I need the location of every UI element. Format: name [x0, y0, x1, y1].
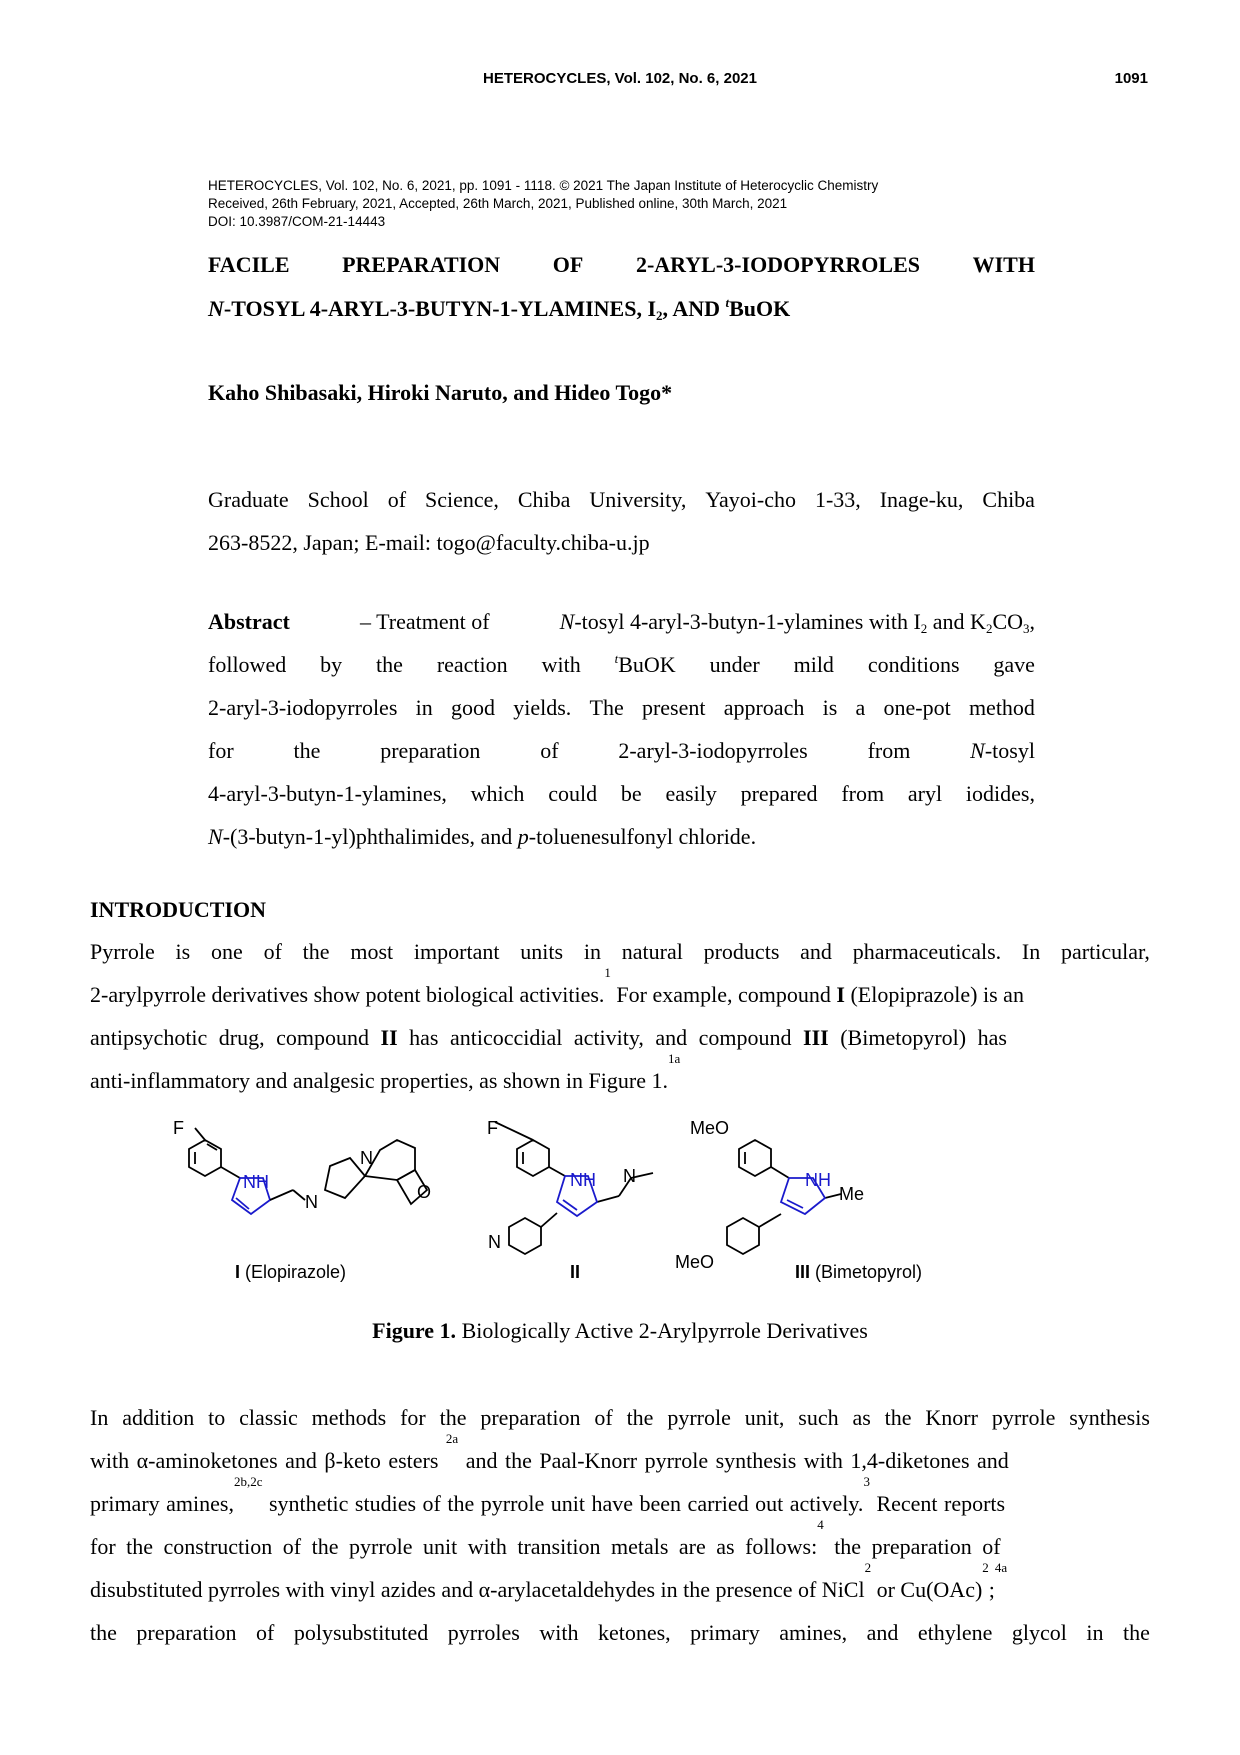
abstract-text: CO	[992, 609, 1023, 634]
word: Pyrrole	[90, 939, 155, 964]
paragraph-line	[90, 1560, 1150, 1611]
word: most	[350, 939, 394, 964]
abstract-superscript: t	[614, 651, 619, 666]
word: glycol	[1011, 1620, 1067, 1645]
citation-superscript: 2a	[445, 1431, 459, 1446]
paragraph-text: Recent reports	[869, 1491, 1006, 1516]
word: the	[302, 939, 330, 964]
page-number: 1091	[1114, 70, 1148, 87]
paragraph-text: for the construction of the pyrrole unit with transition metals are as follows:	[90, 1534, 818, 1559]
word: pyrroles	[447, 1620, 520, 1645]
abstract-word: -tosyl	[984, 738, 1035, 763]
title-word: PREPARATION	[342, 252, 501, 277]
abstract-line	[208, 600, 1035, 643]
word: synthesis	[1069, 1405, 1150, 1430]
word: Yayoi-cho	[705, 487, 796, 512]
word: The	[589, 695, 624, 720]
compound-ref: III	[803, 1025, 829, 1050]
abstract-word: from	[867, 738, 911, 763]
citation-superscript: 1	[604, 965, 611, 980]
running-header: HETEROCYCLES, Vol. 102, No. 6, 2021	[483, 70, 757, 87]
word: polysubstituted	[293, 1620, 429, 1645]
paragraph-line	[90, 1396, 1150, 1439]
authors: Kaho Shibasaki, Hiroki Naruto, and Hideo Togo*	[208, 380, 673, 405]
caption-text: Biologically Active 2-Arylpyrrole Derivatives	[456, 1318, 868, 1343]
abstract-italic: N	[970, 738, 985, 763]
word: prepared	[740, 781, 818, 806]
subscript: 2	[982, 1560, 989, 1575]
abstract-line	[208, 643, 1035, 686]
word: pharmaceuticals.	[852, 939, 1002, 964]
word: 2-aryl-3-iodopyrroles	[208, 695, 398, 720]
word: and	[866, 1620, 899, 1645]
compound-label-III: III (Bimetopyrol)	[795, 1262, 923, 1282]
abstract-line	[208, 815, 1035, 858]
paragraph-text: with α-aminoketones and β-keto esters	[90, 1448, 446, 1473]
abstract-word: gave	[993, 652, 1035, 677]
meta-line-citation: HETEROCYCLES, Vol. 102, No. 6, 2021, pp. 1091 - 1118. © 2021 The Japan Institute of Heterocyclic Chemistry	[208, 178, 879, 193]
abstract-italic: p	[517, 824, 529, 849]
paragraph-text: 2-arylpyrrole derivatives show potent biological activities.	[90, 982, 605, 1007]
intro-paragraph-1	[90, 930, 1150, 1102]
intro-paragraph-2	[90, 1396, 1150, 1654]
caption-label: Figure 1.	[372, 1318, 457, 1343]
word: Knorr	[925, 1405, 978, 1430]
word: particular,	[1061, 939, 1150, 964]
title-subscript: 2	[656, 308, 663, 323]
abstract-label: Abstract	[208, 609, 290, 634]
atom-label: O	[417, 1182, 432, 1202]
word: the	[626, 1405, 654, 1430]
affiliation	[208, 478, 1035, 564]
abstract-line	[208, 729, 1035, 772]
compound-label-II: II	[570, 1262, 581, 1282]
compound-ref: II	[380, 1025, 398, 1050]
atom-label: NH	[243, 1172, 269, 1192]
paragraph-line	[90, 1016, 1150, 1059]
title-word: FACILE	[208, 252, 290, 277]
word: is	[175, 939, 191, 964]
word: Chiba	[517, 487, 571, 512]
word: in	[415, 695, 433, 720]
word: which	[470, 781, 525, 806]
abstract-italic: N	[559, 609, 575, 634]
word: primary	[690, 1620, 760, 1645]
word: of	[263, 939, 282, 964]
subscript: 2	[864, 1560, 872, 1575]
word: could	[548, 781, 598, 806]
abstract-word: followed	[208, 652, 287, 677]
abstract-word: 2-aryl-3-iodopyrroles	[618, 738, 808, 763]
abstract-word: conditions	[867, 652, 960, 677]
meta-line-dates: Received, 26th February, 2021, Accepted, 26th March, 2021, Published online, 30th March, 2021	[208, 196, 788, 211]
citation-superscript: 2b,2c	[233, 1474, 263, 1489]
word: pyrrole	[667, 1405, 731, 1430]
abstract-word: the	[376, 652, 403, 677]
citation-superscript: 1a	[667, 1051, 681, 1066]
atom-label: NH	[570, 1170, 596, 1190]
atom-label: Me	[839, 1184, 865, 1204]
word: methods	[311, 1405, 387, 1430]
title-word: OF	[552, 252, 584, 277]
abstract-line	[208, 772, 1035, 815]
word: University,	[589, 487, 687, 512]
title-text: BuOK	[729, 296, 791, 321]
word: School	[307, 487, 369, 512]
paragraph-text: and the Paal-Knorr pyrrole synthesis with 1,4-diketones and	[458, 1448, 1009, 1473]
pyridine-ring	[509, 1218, 541, 1254]
word: preparation	[480, 1405, 581, 1430]
word: classic	[239, 1405, 298, 1430]
paragraph-text: disubstituted pyrroles with vinyl azides and α-arylacetaldehydes in the presence of NiCl	[90, 1577, 865, 1602]
atom-label: N	[305, 1192, 318, 1212]
atom-label: MeO	[690, 1118, 730, 1138]
paragraph-text: synthetic studies of the pyrrole unit have been carried out actively.	[262, 1491, 864, 1516]
word: ethylene	[917, 1620, 993, 1645]
word: In	[1021, 939, 1041, 964]
word: iodides,	[965, 781, 1035, 806]
paragraph-text: (Elopiprazole) is an	[844, 982, 1024, 1007]
paragraph-text: antipsychotic drug, compound	[90, 1025, 381, 1050]
abstract-subscript: 2	[920, 621, 928, 636]
abstract-word: BuOK	[618, 652, 676, 677]
word: ketones,	[597, 1620, 671, 1645]
atom-label: N	[488, 1232, 501, 1252]
paragraph-text: has anticoccidial activity, and compound	[397, 1025, 804, 1050]
compound-I-structure	[189, 1128, 240, 1178]
abstract-word: by	[320, 652, 343, 677]
word: unit,	[744, 1405, 785, 1430]
word: in	[583, 939, 601, 964]
paragraph-line	[90, 1517, 1150, 1568]
paragraph-line	[90, 1611, 1150, 1654]
word: important	[413, 939, 500, 964]
word: such	[798, 1405, 839, 1430]
word: Chiba	[982, 487, 1035, 512]
word: of	[387, 487, 407, 512]
title-superscript: t	[725, 295, 730, 310]
word: the	[884, 1405, 912, 1430]
word: addition	[122, 1405, 195, 1430]
paragraph-text: For example, compound	[610, 982, 837, 1007]
affiliation-line-2: 263-8522, Japan; E-mail: togo@faculty.chiba-u.jp	[208, 530, 650, 555]
paragraph-line	[90, 1051, 1150, 1102]
abstract-line	[208, 686, 1035, 729]
title-word: 2-ARYL-3-IODOPYRROLES	[635, 252, 920, 277]
abstract-text: and K	[927, 609, 986, 634]
abstract-word: with	[541, 652, 581, 677]
word: good	[450, 695, 495, 720]
atom-label: N	[623, 1166, 636, 1186]
piperazine-ring	[325, 1158, 365, 1198]
word: 4-aryl-3-butyn-1-ylamines,	[208, 781, 447, 806]
abstract-text: ,	[1029, 609, 1035, 634]
article-metadata	[208, 177, 1108, 231]
word: amines,	[779, 1620, 848, 1645]
citation-superscript: 4a	[994, 1560, 1008, 1575]
atom-label: F	[487, 1118, 498, 1138]
word: natural	[621, 939, 683, 964]
word: Science,	[424, 487, 499, 512]
paragraph-line	[90, 965, 1150, 1016]
figure-1-structures	[165, 1118, 1045, 1298]
word: easily	[665, 781, 717, 806]
word: the	[1122, 1620, 1150, 1645]
abstract-word: for	[208, 738, 234, 763]
word: present	[641, 695, 706, 720]
paragraph-text: (Bimetopyrol) has	[828, 1025, 1007, 1050]
abstract-word: the	[293, 738, 321, 763]
paragraph-line	[90, 930, 1150, 973]
word: approach	[723, 695, 805, 720]
atom-label: N	[360, 1148, 373, 1168]
word: from	[841, 781, 885, 806]
abstract-text: – Treatment of	[359, 609, 490, 634]
word: a	[855, 695, 866, 720]
title-text: -TOSYL 4-ARYL-3-BUTYN-1-YLAMINES, I	[223, 296, 657, 321]
word: Inage-ku,	[879, 487, 964, 512]
word: in	[1086, 1620, 1104, 1645]
bond	[195, 1128, 205, 1140]
affiliation-line-1	[208, 478, 1035, 521]
word: units	[520, 939, 564, 964]
word: the	[90, 1620, 117, 1645]
abstract-italic: N	[208, 824, 223, 849]
paragraph-text: anti-inflammatory and analgesic properties, as shown in Figure 1.	[90, 1068, 668, 1093]
paragraph-line	[90, 1474, 1150, 1525]
figure-caption	[0, 1318, 1240, 1344]
word: Graduate	[208, 487, 289, 512]
meta-line-doi: DOI: 10.3987/COM-21-14443	[208, 214, 386, 229]
word: to	[208, 1405, 226, 1430]
word: be	[620, 781, 642, 806]
word: for	[400, 1405, 426, 1430]
abstract-word: of	[540, 738, 559, 763]
paragraph-text: primary amines,	[90, 1491, 234, 1516]
abstract-subscript: 2	[985, 621, 993, 636]
word: of	[256, 1620, 275, 1645]
compound-label-I: I (Elopirazole)	[235, 1262, 347, 1282]
abstract-text: -toluenesulfonyl chloride.	[528, 824, 757, 849]
abstract-word: under	[709, 652, 760, 677]
abstract-word: reaction	[436, 652, 508, 677]
abstract-text: -(3-butyn-1-yl)phthalimides, and	[222, 824, 518, 849]
section-heading-introduction: INTRODUCTION	[90, 897, 267, 922]
word: is	[822, 695, 838, 720]
paragraph-text: ;	[988, 1577, 995, 1602]
abstract-text: -tosyl 4-aryl-3-butyn-1-ylamines with I	[574, 609, 921, 634]
word: 1-33,	[814, 487, 861, 512]
paragraph-text: the preparation of	[823, 1534, 1001, 1559]
word: the	[439, 1405, 467, 1430]
abstract-word: mild	[793, 652, 834, 677]
paragraph-text: or Cu(OAc)	[871, 1577, 983, 1602]
abstract-subscript: 3	[1023, 621, 1030, 636]
title-line-1	[208, 252, 1035, 278]
word: aryl	[907, 781, 943, 806]
word: of	[594, 1405, 613, 1430]
abstract	[208, 600, 1035, 858]
word: pyrrole	[991, 1405, 1056, 1430]
citation-superscript: 3	[863, 1474, 870, 1489]
word: and	[800, 939, 832, 964]
title-word: WITH	[972, 252, 1035, 277]
title-italic-n: N	[208, 296, 224, 321]
atom-label: F	[173, 1118, 184, 1138]
word: as	[852, 1405, 871, 1430]
atom-label: MeO	[675, 1252, 715, 1272]
abstract-word: preparation	[380, 738, 481, 763]
atom-label: NH	[805, 1170, 831, 1190]
compound-ref: I	[836, 982, 845, 1007]
word: In	[90, 1405, 109, 1430]
word: with	[539, 1620, 579, 1645]
word: preparation	[136, 1620, 237, 1645]
word: one-pot	[883, 695, 951, 720]
title-text: , AND	[662, 296, 726, 321]
word: products	[703, 939, 780, 964]
title-line-2	[208, 296, 1035, 322]
benzene-ring	[189, 1140, 221, 1176]
word: method	[968, 695, 1035, 720]
word: yields.	[513, 695, 572, 720]
citation-superscript: 4	[817, 1517, 824, 1532]
word: one	[211, 939, 243, 964]
